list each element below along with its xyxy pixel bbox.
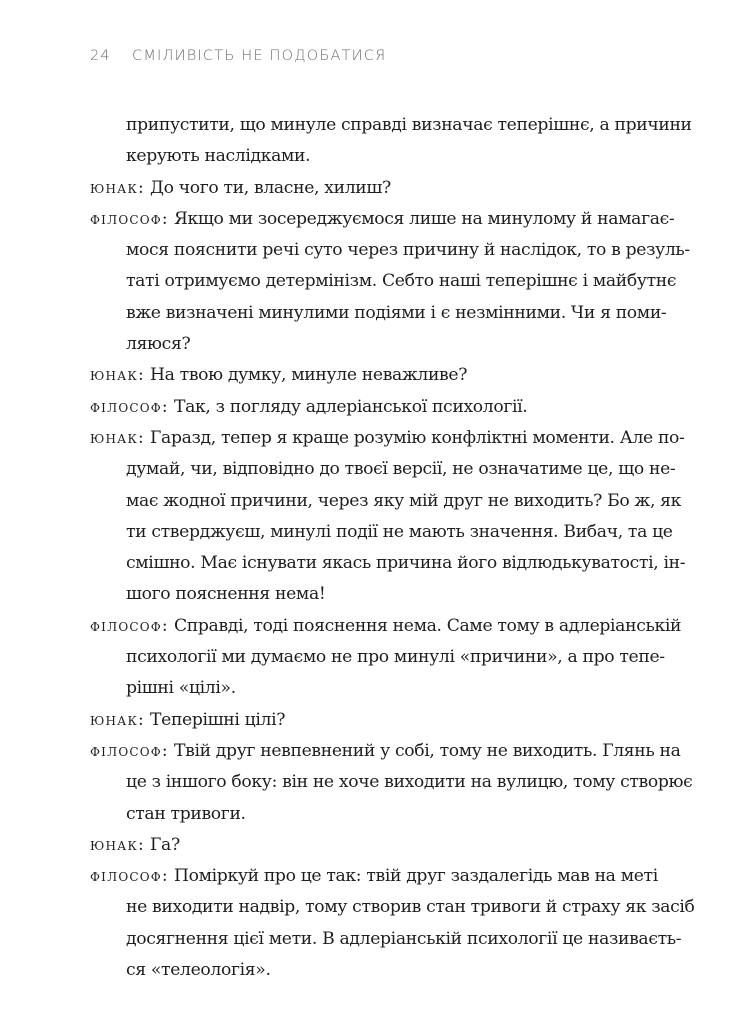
text-line bbox=[90, 861, 658, 892]
speaker-label: юнак: bbox=[90, 834, 145, 855]
text-line: не виходити надвір, тому створив стан тривоги й страху як засіб bbox=[126, 897, 695, 918]
text-line bbox=[90, 173, 650, 204]
text-line: мося пояснити речі суто через причину й наслідок, то в резуль- bbox=[126, 240, 690, 261]
dialogue-paragraph bbox=[90, 173, 650, 204]
text-line bbox=[90, 392, 650, 423]
text-line: психології ми думаємо не про минулі «причини», а про тепе- bbox=[126, 647, 665, 668]
dialogue-paragraph bbox=[90, 611, 682, 705]
text-line bbox=[90, 736, 681, 767]
running-title: СМІЛИВІСТЬ НЕ ПОДОБАТИСЯ bbox=[132, 48, 387, 64]
dialogue-paragraph bbox=[90, 423, 686, 611]
text-line: це з іншого боку: він не хоче виходити на вулицю, тому створює bbox=[126, 772, 693, 793]
page-number: 24 bbox=[90, 48, 111, 64]
line-text: Справді, тоді пояснення нема. Саме тому в адлеріанській bbox=[174, 615, 682, 636]
line-text: Га? bbox=[150, 834, 180, 855]
text-line bbox=[90, 360, 650, 391]
text-line bbox=[90, 611, 682, 642]
speaker-label: юнак: bbox=[90, 427, 145, 448]
text-line: припустити, що минуле справді визначає теперішнє, а причини bbox=[126, 115, 692, 135]
text-line: рішні «цілі». bbox=[126, 678, 236, 699]
text-line: таті отримуємо детермінізм. Себто наші теперішнє і майбутнє bbox=[126, 271, 677, 292]
dialogue-paragraph bbox=[90, 830, 650, 861]
line-text: Якщо ми зосереджуємося лише на минулому й намагає- bbox=[174, 208, 675, 229]
speaker-label: юнак: bbox=[90, 709, 145, 730]
speaker-label: юнак: bbox=[90, 177, 145, 198]
text-line: ляюся? bbox=[126, 334, 191, 355]
text-line: досягнення цієї мети. В адлеріанській психології це називаєть- bbox=[126, 928, 682, 949]
dialogue-paragraph bbox=[90, 861, 695, 986]
continued-paragraph bbox=[90, 110, 692, 173]
line-text: Поміркуй про це так: твій друг заздалегідь мав на меті bbox=[174, 866, 658, 887]
text-line bbox=[90, 830, 650, 861]
dialogue-paragraph bbox=[90, 705, 650, 736]
text-line: ся «телеологія». bbox=[126, 960, 271, 981]
line-text: Твій друг невпевнений у собі, тому не виходить. Глянь на bbox=[174, 740, 681, 761]
line-text: На твою думку, минуле неважливе? bbox=[150, 365, 468, 386]
speaker-label: філософ: bbox=[90, 396, 169, 417]
text-line: думай, чи, відповідно до твоєї версії, не означатиме це, що не- bbox=[126, 459, 676, 480]
dialogue-paragraph bbox=[90, 392, 650, 423]
speaker-label: філософ: bbox=[90, 208, 169, 229]
text-line bbox=[90, 705, 650, 736]
line-text: Так, з погляду адлеріанської психології. bbox=[174, 396, 528, 417]
dialogue-text bbox=[90, 110, 695, 986]
text-line bbox=[90, 423, 685, 454]
dialogue-paragraph bbox=[90, 360, 650, 391]
text-line: смішно. Має існувати якась причина його відлюдькуватості, ін- bbox=[126, 553, 686, 574]
text-line: шого пояснення нема! bbox=[126, 584, 326, 605]
text-line bbox=[90, 204, 675, 235]
line-text: Гаразд, тепер я краще розумію конфліктні моменти. Але по- bbox=[150, 427, 685, 448]
running-head bbox=[90, 48, 386, 64]
text-line: має жодної причини, через яку мій друг не виходить? Бо ж, як bbox=[126, 490, 682, 511]
speaker-label: філософ: bbox=[90, 740, 169, 761]
dialogue-paragraph bbox=[90, 736, 693, 830]
speaker-label: юнак: bbox=[90, 365, 145, 386]
text-line: стан тривоги. bbox=[126, 803, 246, 824]
dialogue-paragraph bbox=[90, 204, 690, 360]
speaker-label: філософ: bbox=[90, 866, 169, 887]
speaker-label: філософ: bbox=[90, 615, 169, 636]
text-line: керують наслідками. bbox=[126, 146, 311, 167]
text-line: вже визначені минулими подіями і є незмінними. Чи я поми- bbox=[126, 302, 667, 323]
text-line: ти стверджуєш, минулі події не мають значення. Вибач, та це bbox=[126, 521, 673, 542]
line-text: Теперішні цілі? bbox=[150, 709, 286, 730]
line-text: До чого ти, власне, хилиш? bbox=[150, 177, 391, 198]
